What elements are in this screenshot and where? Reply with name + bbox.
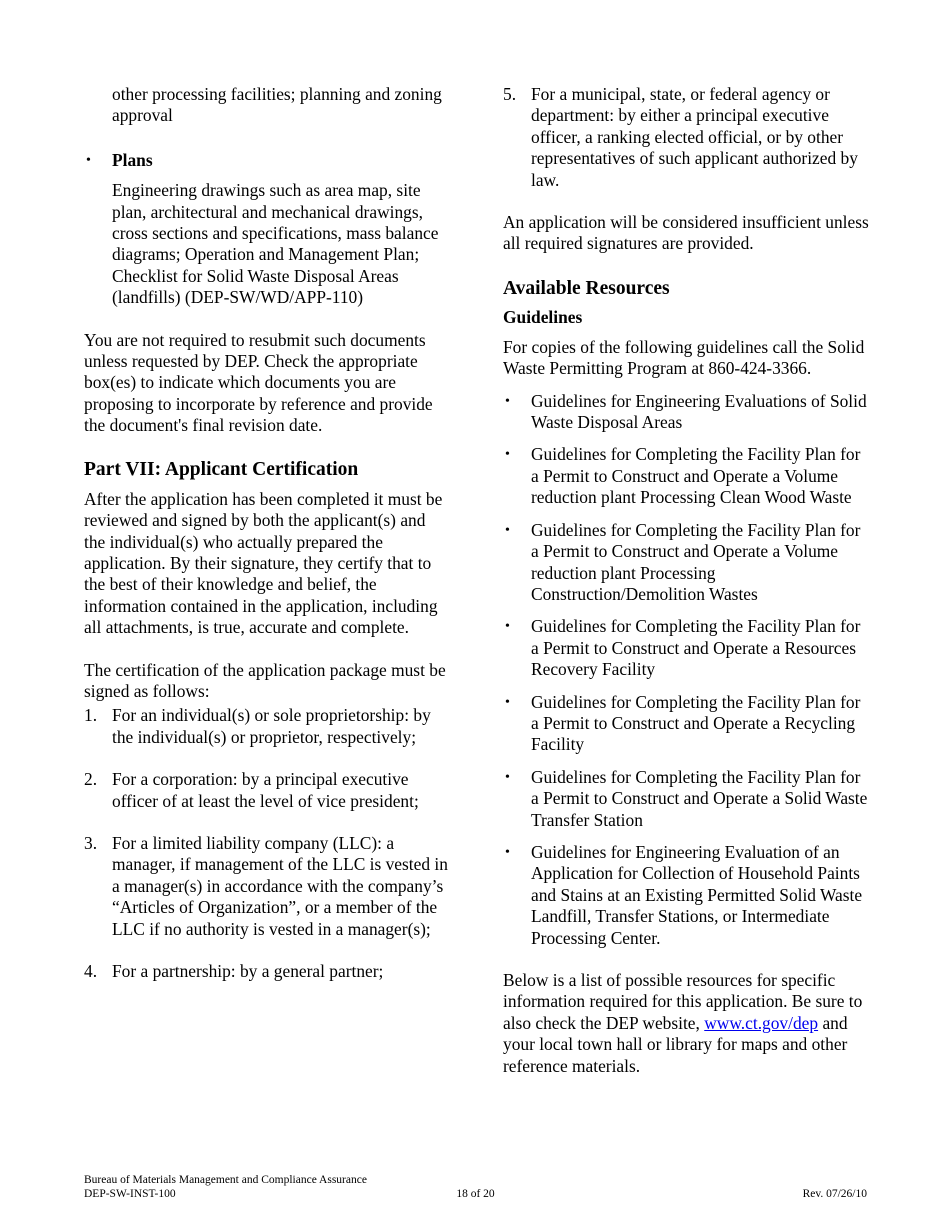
list-number: 2. [84, 769, 98, 790]
footer-revision: Rev. 07/26/10 [802, 1188, 867, 1200]
guideline-item [503, 616, 869, 680]
bullet-icon: • [86, 152, 91, 168]
part7-text: After the application has been completed it must be reviewed and signed by both the applicant(s) and the individual(s) who actually prepared the application. By their signature, they certify that to the best of their knowledge and belief, the information contained in the application, including all attachments, is true, accurate and complete. [84, 488, 443, 638]
guidelines-heading: Guidelines [503, 306, 583, 327]
list-item [84, 833, 450, 940]
resources-text-before: Below is a list of possible resources for specific information required for this application. Be sure to also check the DEP website, [503, 970, 863, 1033]
list-item [84, 961, 450, 982]
list-number: 5. [503, 84, 517, 104]
guideline-item [503, 520, 869, 606]
guideline-text: Guidelines for Completing the Facility Plan for a Permit to Construct and Operate a Recycling Facility [531, 691, 861, 755]
bullet-icon: • [505, 844, 510, 860]
bullet-icon: • [505, 619, 510, 635]
resources-text [503, 970, 869, 1077]
guideline-item [503, 767, 869, 831]
dep-website-link[interactable]: www.ct.gov/dep [704, 1012, 819, 1033]
list-number: 4. [84, 961, 98, 981]
guideline-text: Guidelines for Completing the Facility Plan for a Permit to Construct and Operate a Solid Waste Transfer Station [531, 766, 868, 830]
guideline-item [503, 842, 869, 949]
guidelines-intro: For copies of the following guidelines call the Solid Waste Permitting Program at 860-424-3366. [503, 336, 865, 379]
list-item [503, 84, 869, 191]
resubmit-text: You are not required to resubmit such documents unless requested by DEP. Check the appropriate box(es) to indicate which documents you are proposing to incorporate by reference and provide the document's final revision date. [84, 329, 433, 436]
list-number: 3. [84, 832, 98, 853]
bullet-icon: • [505, 393, 510, 409]
list-number: 1. [84, 705, 98, 726]
footer-page-number: 18 of 20 [456, 1188, 495, 1200]
bullet-icon: • [505, 694, 510, 710]
guideline-text: Guidelines for Completing the Facility Plan for a Permit to Construct and Operate a Volume reduction plant Processing Construction/Demolition Wastes [531, 519, 861, 604]
plans-heading: Plans [112, 149, 153, 170]
bullet-icon: • [505, 447, 510, 463]
list-item [84, 769, 450, 812]
guideline-item [503, 692, 869, 756]
part7-heading: Part VII: Applicant Certification [84, 458, 359, 480]
list-item-text: For a partnership: by a general partner; [112, 961, 384, 981]
guideline-item [503, 391, 869, 434]
list-item-text: For a limited liability company (LLC): a manager, if management of the LLC is vested in a manager(s) in accordance with the company’s “Articles of Organization”, or a member of the LLC if no authority is vested in a manager(s); [112, 832, 448, 939]
right-column [503, 84, 869, 1077]
left-column [84, 84, 450, 982]
guideline-text: Guidelines for Engineering Evaluation of an Application for Collection of Household Paints and Stains at an Existing Permitted Solid Waste Landfill, Transfer Stations, or Intermediate Processing Center. [531, 841, 863, 948]
plans-text: Engineering drawings such as area map, site plan, architectural and mechanical drawings, cross sections and specifications, mass balance diagrams; Operation and Management Plan; Checklist for Solid Waste Disposal Areas (landfills) (DEP-SW/WD/APP-110) [112, 180, 439, 308]
cert-intro: The certification of the application package must be signed as follows: [84, 659, 446, 701]
guideline-text: Guidelines for Engineering Evaluations of Solid Waste Disposal Areas [531, 390, 867, 433]
continuation-text: other processing facilities; planning and zoning approval [112, 84, 442, 126]
list-item-text: For a municipal, state, or federal agency or department: by either a principal executive officer, a ranking elected official, or by other representatives of such applicant authorized by law. [531, 84, 858, 190]
list-item-text: For a corporation: by a principal executive officer of at least the level of vice president; [112, 769, 419, 811]
bullet-icon: • [505, 769, 510, 785]
guideline-text: Guidelines for Completing the Facility Plan for a Permit to Construct and Operate a Resources Recovery Facility [531, 616, 861, 680]
guideline-item [503, 444, 869, 508]
footer-doc-id: DEP-SW-INST-100 [84, 1188, 176, 1200]
list-item [84, 705, 450, 748]
plans-bullet [84, 150, 450, 171]
resources-heading: Available Resources [503, 277, 670, 299]
insufficient-text: An application will be considered insufficient unless all required signatures are provided. [503, 212, 869, 254]
page-footer [84, 1173, 867, 1201]
bullet-icon: • [505, 522, 510, 538]
list-item-text: For an individual(s) or sole proprietorship: by the individual(s) or proprietor, respectively; [112, 705, 431, 747]
footer-bureau: Bureau of Materials Management and Compliance Assurance [84, 1174, 367, 1186]
guideline-text: Guidelines for Completing the Facility Plan for a Permit to Construct and Operate a Volume reduction plant Processing Clean Wood Waste [531, 444, 861, 508]
resources-text-after: and your local town hall or library for maps and other reference materials. [503, 1012, 848, 1076]
